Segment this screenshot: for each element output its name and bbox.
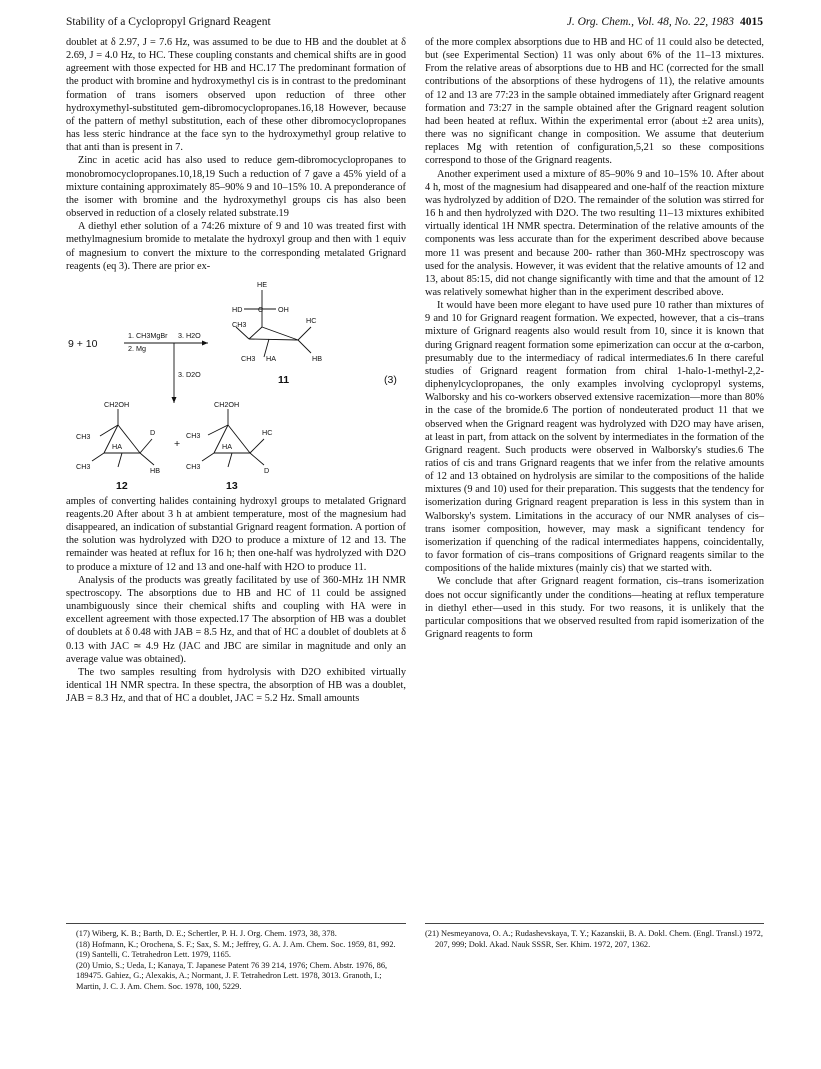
label-product-12: 12 — [116, 479, 128, 491]
footnote-17: (17) Wiberg, K. B.; Barth, D. E.; Schertler, P. H. J. Org. Chem. 1973, 38, 378. — [76, 929, 337, 938]
running-title: Stability of a Cyclopropyl Grignard Reagent — [66, 16, 271, 28]
left-paragraph-6: The two samples resulting from hydrolysis with D2O exhibited virtually identical 1H NMR spectra. In these spectra, the absorption of HB was a doublet, JAB = 8.3 Hz, and that of HC a doublet, JAC = 5.2 Hz. Small amounts — [66, 666, 406, 705]
label-he: HE — [257, 279, 267, 289]
footnote-19: (19) Santelli, C. Tetrahedron Lett. 1979, 1165. — [76, 950, 232, 960]
label-step-h2o: 3. H2O — [178, 330, 201, 340]
label-reagents-top: 1. CH3MgBr — [128, 330, 168, 340]
label-plus: + — [174, 437, 181, 450]
label-ch3-11b: CH3 — [241, 353, 256, 363]
label-ch3-11a: CH3 — [232, 319, 247, 329]
label-hc-13: HC — [262, 427, 273, 437]
label-ha-13: HA — [222, 441, 232, 451]
label-reactant: 9 + 10 — [68, 337, 98, 350]
footnotes-left — [66, 923, 406, 993]
label-hc-11: HC — [306, 315, 317, 325]
label-reagents-bottom: 2. Mg — [128, 343, 146, 353]
footnote-21: (21) Nesmeyanova, O. A.; Rudashevskaya, T. Y.; Kazanskii, B. A. Dokl. Chem. (Engl. Transl.) 1972, 207, 999; Dokl. Akad. Nauk SSSR, Ser. Khim. 1972, 207, 1362. — [425, 929, 763, 949]
footnote-18: (18) Hofmann, K.; Orochena, S. F.; Sax, S. M.; Jeffrey, G. A. J. Am. Chem. Soc. 1959, 81, 992. — [76, 939, 396, 949]
label-ha-11: HA — [266, 353, 276, 363]
label-ch3-13b: CH3 — [186, 461, 201, 471]
left-paragraph-1: doublet at δ 2.97, J = 7.6 Hz, was assumed to be due to HB and the doublet at δ 2.69, J = 4.0 Hz, to HC. These coupling constants and chemical shifts are in good agreement with those expected for HB and HC.17 The predominant formation of the product with bromine and hydroxymethyl cis is in contrast to the predominant formation of trans isomers observed upon reduction of three other hydroxymethyl-substituted gem-dibromocyclopropanes.16,18 However, because of the pattern of methyl substitution, each of these other dibromocyclopropanes has less steric hindrance at the face syn to the hydroxymethyl group relative to that anti than is present in 7. — [66, 37, 406, 154]
label-oh: OH — [278, 304, 289, 314]
right-column — [425, 36, 764, 641]
label-hd: HD — [232, 304, 243, 314]
footnotes-right — [425, 923, 764, 950]
label-product-11: 11 — [278, 373, 290, 386]
reaction-scheme-eq3 — [66, 277, 406, 491]
label-ch3-12b: CH3 — [76, 461, 91, 471]
label-c: C — [258, 304, 264, 314]
left-paragraph-2: Zinc in acetic acid has also used to reduce gem-dibromocyclopropanes to monobromocyclopropanes.10,18,19 Such a reduction of 7 gave a 45% yield of a mixture containing approximately 85–90% 9 and 10–15% 10. A preponderance of the isomer with bromine and the hydroxymethyl groups cis has also been observed in reduction of a closely related substrate.19 — [66, 155, 406, 220]
left-paragraph-3: A diethyl ether solution of a 74:26 mixture of 9 and 10 was treated first with methylmagnesium bromide to metalate the hydroxyl group and then with 1 equiv of magnesium to convert the mixture to the corresponding metalated Grignard reagents (eq 3). There are prior ex- — [66, 221, 406, 272]
running-header — [66, 16, 763, 32]
label-ch3-13a: CH3 — [186, 430, 201, 440]
label-step-d2o: 3. D2O — [178, 369, 201, 379]
footnote-20: (20) Umio, S.; Ueda, I.; Kanaya, T. Japanese Patent 76 39 214, 1976; Chem. Abstr. 1976, 86, 189475. Gahiez, G.; Alexakis, A.; Normant, J. F. Tetrahedron Lett. 1978, 3013. Granoth, I.; Martin, J. C. J. Am. Chem. Soc. 1978, 100, 5229. — [76, 960, 388, 991]
label-ch2oh-13: CH2OH — [214, 399, 240, 409]
label-hb-12: HB — [150, 465, 160, 475]
right-paragraph-1: of the more complex absorptions due to HB and HC of 11 could also be detected, but (see Experimental Section) 11 was only about 6% of the 11–13 mixtures. From the relative areas of absorptions due to HB and HC (corrected for the small contributions of the absorptions of these hydrogens of 11), the relative amounts of 12 and 13 are 77:23 in the sample obtained immediately after Grignard reagent formation and 73:27 in the sample obtained after the Grignard reagent solution had been heated at reflux. Within the experimental error (about ±2 area units), there was no significant change in composition. We assume that deuterium replaces Mg with retention of configuration,5,21 so these compositions correspond to those of the Grignard reagents. — [425, 37, 764, 167]
right-paragraph-4: We conclude that after Grignard reagent formation, cis–trans isomerization does not occur significantly under the conditions—heating at reflux temperature in diethyl ether—used in this study. For two reasons, it is unlikely that the particular compositions that we observed resulted from rapid isomerization of the Grignard reagents to form — [425, 576, 764, 641]
label-d-13: D — [264, 465, 270, 475]
right-paragraph-3: It would have been more elegant to have used pure 10 rather than mixtures of 9 and 10 for Grignard reagent formation. We expected, however, that a cis–trans mixture of Grignard reagents also would result from 10, since it is known that during Grignard reagent formation some epimerization can occur at the α-carbon, presumably due to the intermediacy of radical intermediates.6 In there careful studies of Grignard reagent formation from chiral 1-halo-1-methyl-2,2-diphenylcyclopropanes, the only examples involving cyclopropyl systems, Walborsky and his co-workers observed extensive racemization—more than 80% in the case of the bromide.6 The portion of nondeuterated product 11 that we observed when the Grignard reagent was hydrolyzed with D2O may have arisen, at least in part, from attack on the solvent by intermediates in the formation of the Grignard reagent. Such products were observed in Walborsky's studies.6 The ratios of cis and trans Grignard reagents that we infer from the relative amounts of 12 and 13 obtained on hydrolysis are similar to the compositions of the halide mixtures (9 and 10) used for their preparation. This suggests that the tendency for isomerization during Grignard reagent preparation is less in this system than in Walborsky's system. Limitations in the accuracy of our NMR analyses of cis–trans isomer composition, however, may mask a significant tendency for isomerization if quenching of the radical intermediates happens, coincidentally, to favor formation of cis–trans compositions of Grignard reagents similar to the compositions of the halide mixtures (mainly cis) that we started with. — [425, 300, 764, 575]
journal-name: J. Org. Chem., Vol. 48, No. 22, 1983 — [566, 16, 734, 28]
reaction-scheme-drawing — [66, 277, 406, 491]
left-column — [66, 36, 406, 705]
left-paragraph-5: Analysis of the products was greatly facilitated by use of 360-MHz 1H NMR spectroscopy. The absorptions due to HB and HC of 11 could be assigned unambiguously since their chemical shifts and coupling with HA were in excellent agreement with those expected.17 The absorption of HB was a doublet of doublets at δ 0.48 with JAB = 8.5 Hz, and that of HC a doublet of doublets at δ 0.13 with JAC ≃ 4.9 Hz (JAC and JBC are similar in magnitude and only an average value was obtained). — [66, 574, 406, 665]
label-product-13: 13 — [226, 479, 238, 491]
page-number: 4015 — [740, 16, 763, 28]
journal-citation — [567, 16, 763, 28]
label-hb-11: HB — [312, 353, 322, 363]
label-d-12: D — [150, 427, 156, 437]
left-paragraph-4: amples of converting halides containing hydroxyl groups to metalated Grignard reagents.20 After about 3 h at ambient temperature, most of the magnesium had disappeared, an indication of substantial Grignard reagent formation. A portion of the solution was hydrolyzed with D2O to produce a mixture of 12 and 13. The remainder was heated at reflux for 16 h; then one-half was hydrolyzed with D2O to produce a mixture of 12 and 13 and one-half with H2O to produce 11. — [66, 495, 406, 573]
label-equation-number: (3) — [384, 373, 397, 386]
right-paragraph-2: Another experiment used a mixture of 85–90% 9 and 10–15% 10. After about 4 h, most of the magnesium had disappeared and one-half of the reaction mixture was hydrolyzed by addition of D2O. The remainder of the solution was stirred for 16 h and then hydrolyzed with D2O. The two resulting 11–13 mixtures exhibited virtually identical 1H NMR spectra. Determination of the relative amounts of the components was less accurate than for the experiment described above because more 11 was present and because 200- rather than 360-MHz spectroscopy was used for the analysis. However, it was evident that the relative amounts of 12 and 13, about 85:15, did not change significantly with time and that the amount of 12 was relatively somewhat higher than in the experiment described above. — [425, 168, 764, 298]
label-ch3-12a: CH3 — [76, 431, 91, 441]
label-ha-12: HA — [112, 441, 122, 451]
label-ch2oh-12: CH2OH — [104, 399, 130, 409]
